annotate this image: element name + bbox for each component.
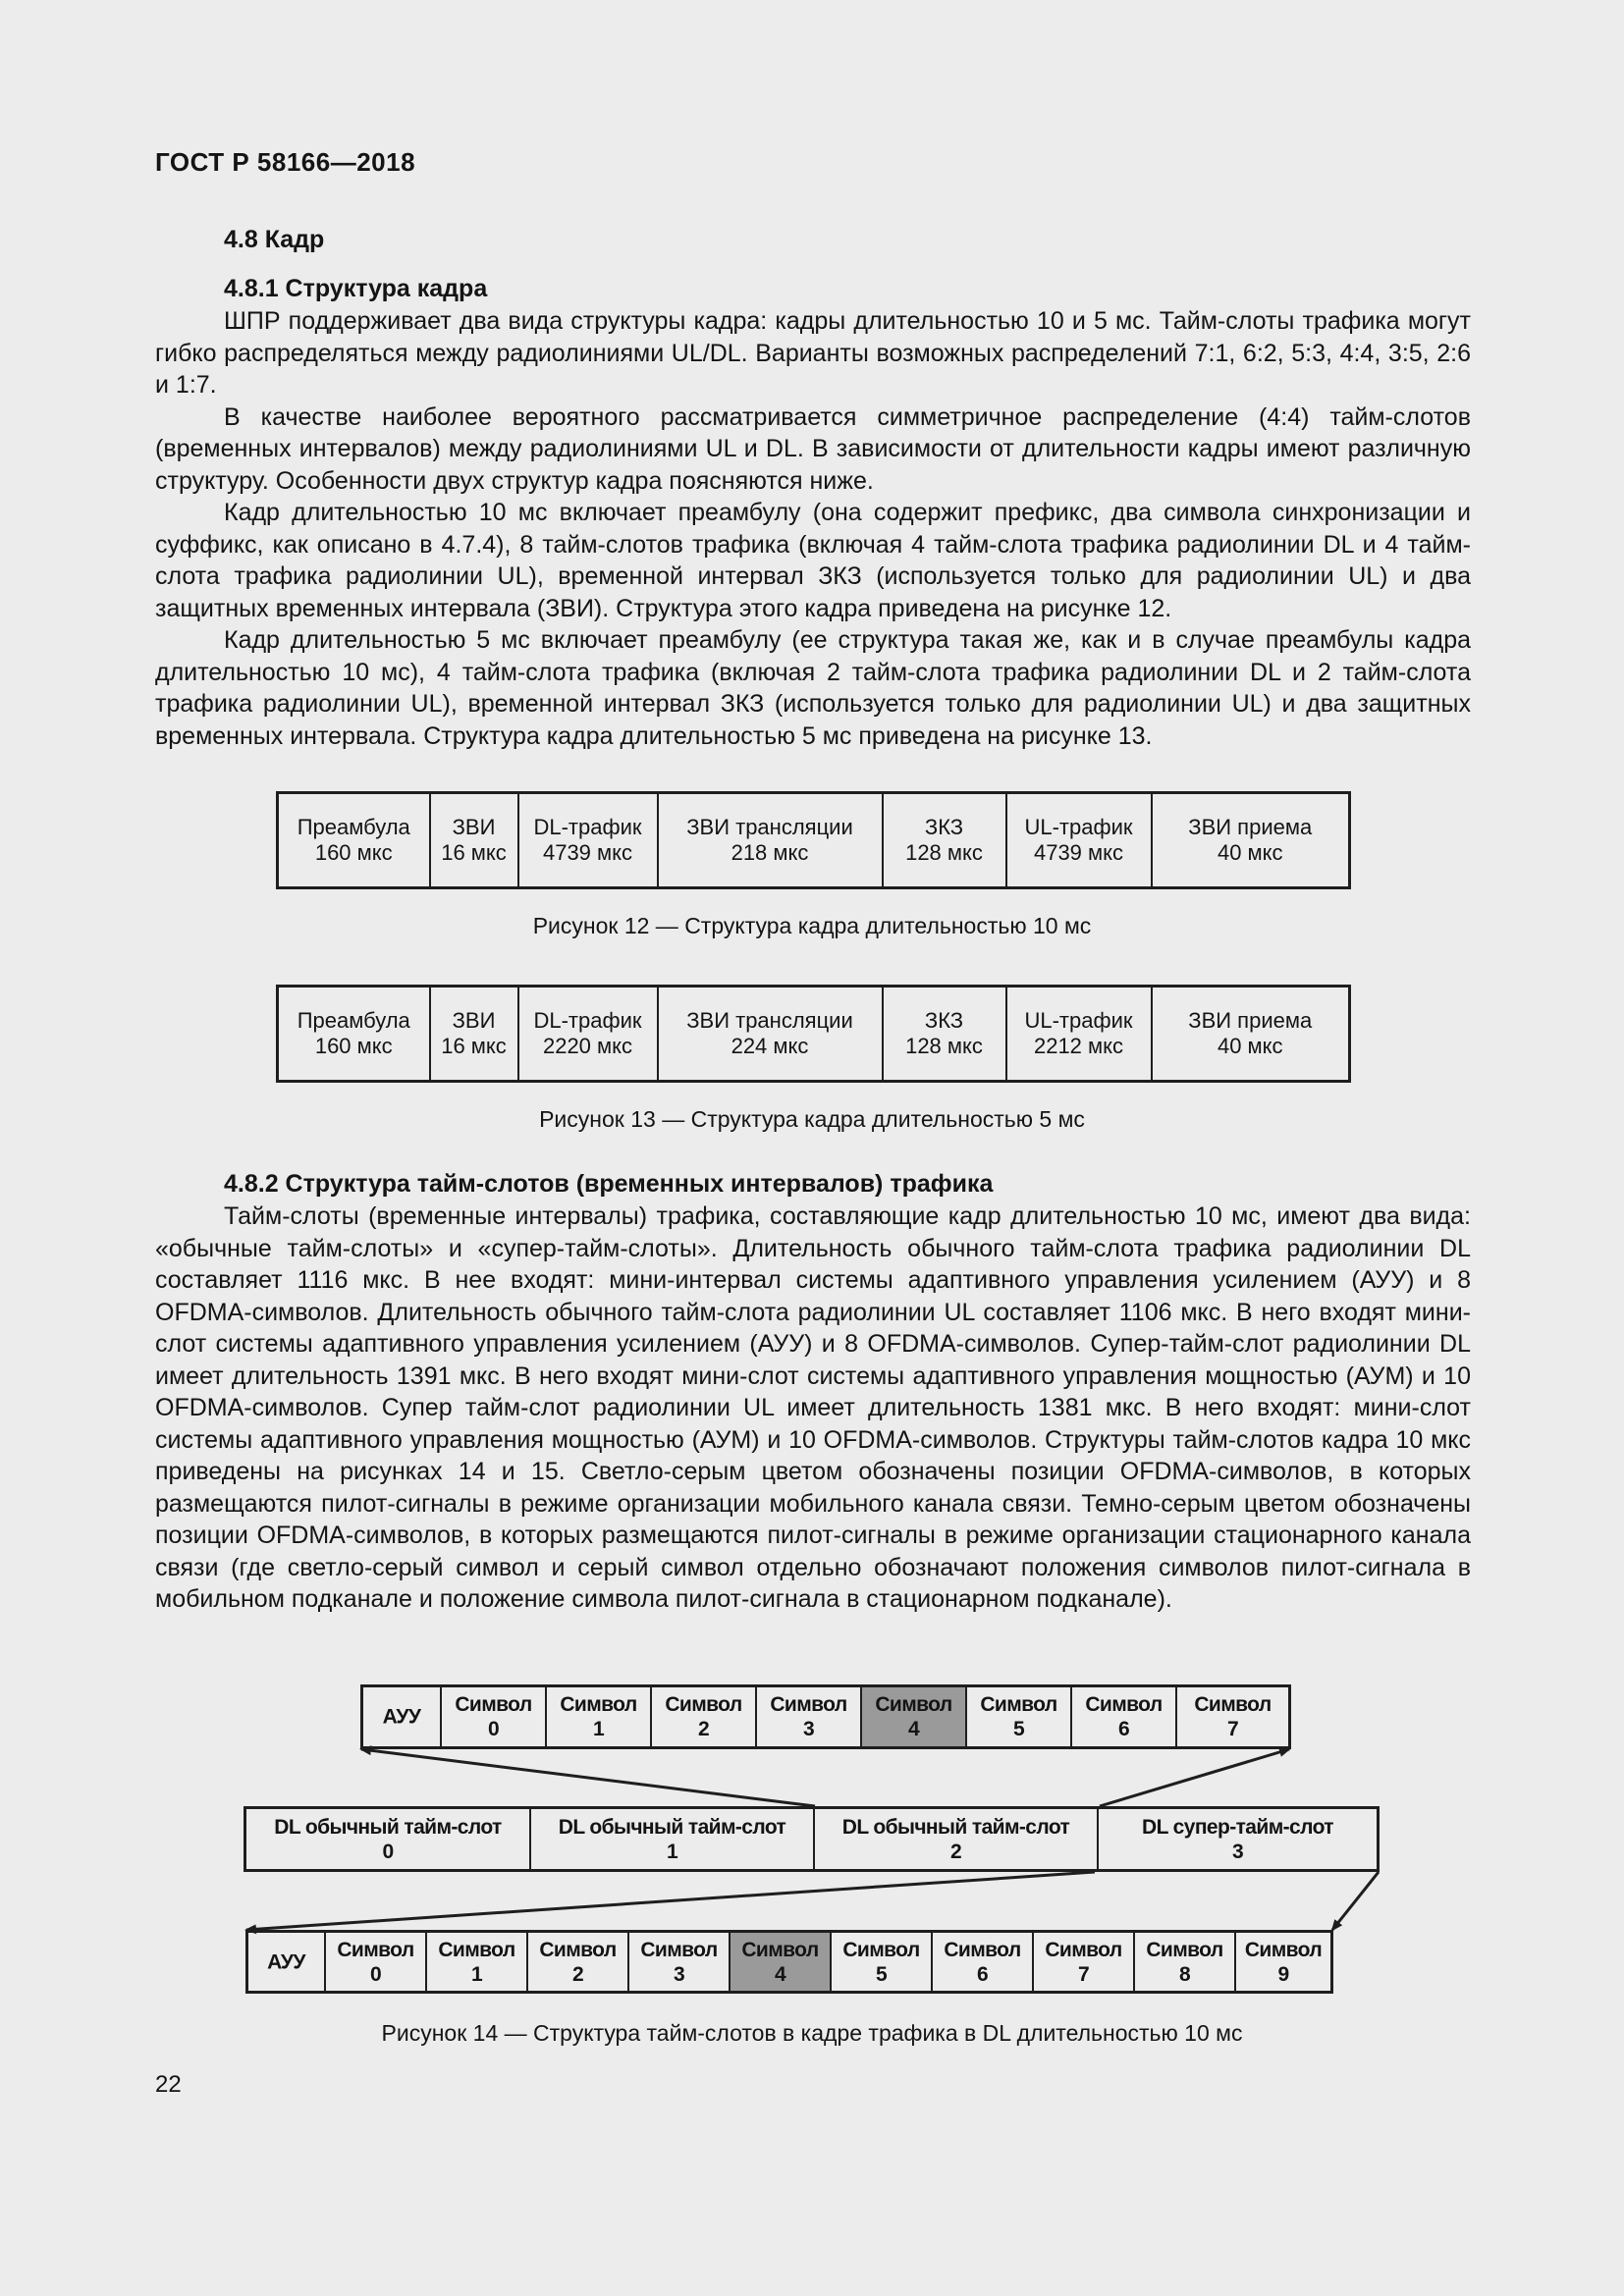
symbol-cell: Символ 5	[832, 1933, 933, 1991]
figure-12-caption: Рисунок 12 — Структура кадра длительностью 10 мс	[532, 913, 1092, 938]
frame-cell-preamble: Преамбула 160 мкс	[278, 793, 430, 888]
frame-cell-dl-traffic: DL-трафик 4739 мкс	[518, 793, 658, 888]
symbol-cell: Символ 8	[1135, 1933, 1236, 1991]
symbol-cell: Символ 0	[442, 1687, 547, 1746]
frame-cell-receive-guard: ЗВИ приема 40 мкс	[1152, 793, 1350, 888]
symbol-cell: Символ 5	[967, 1687, 1072, 1746]
expansion-arrow-right-bottom	[1332, 1872, 1379, 1930]
expansion-arrow-right-top	[1100, 1749, 1289, 1806]
symbol-cell: Символ 2	[528, 1933, 629, 1991]
symbol-cell: Символ 6	[1072, 1687, 1177, 1746]
symbol-cell: Символ 1	[427, 1933, 528, 1991]
agc-cell: АУУ	[248, 1933, 326, 1991]
symbol-cell: Символ 3	[757, 1687, 862, 1746]
symbol-cell: Символ 2	[652, 1687, 757, 1746]
section-heading-4-8: 4.8 Кадр	[224, 226, 325, 253]
super-timeslot-cell: DL супер-тайм-слот 3	[1142, 1815, 1333, 1863]
symbol-cell: Символ 1	[547, 1687, 652, 1746]
symbol-cell: Символ 7	[1034, 1933, 1135, 1991]
symbol-cell: Символ 3	[629, 1933, 731, 1991]
frame-cell-ul-traffic: UL-трафик 2212 мкс	[1006, 987, 1152, 1082]
frame-cell-broadcast-guard: ЗВИ трансляции 224 мкс	[658, 987, 883, 1082]
timeslot-cell: DL обычный тайм-слот 0	[246, 1809, 531, 1869]
section-heading-4-8-1: 4.8.1 Структура кадра	[224, 275, 488, 302]
expansion-arrow-left-bottom	[246, 1872, 1095, 1930]
figure-14-caption: Рисунок 14 — Структура тайм-слотов в кадре трафика в DL длительностью 10 мс	[381, 2020, 1243, 2046]
frame-cell-zkz: ЗКЗ 128 мкс	[883, 793, 1006, 888]
frame-cell-preamble: Преамбула 160 мкс	[278, 987, 430, 1082]
frame-cell-guard: ЗВИ 16 мкс	[430, 987, 518, 1082]
symbol-cell-pilot-dark: Символ 4	[731, 1933, 832, 1991]
frame-cell-ul-traffic: UL-трафик 4739 мкс	[1006, 793, 1152, 888]
document-header: ГОСТ Р 58166—2018	[155, 147, 416, 177]
section-heading-4-8-2: 4.8.2 Структура тайм-слотов (временных интервалов) трафика	[224, 1170, 994, 1198]
paragraph: В качестве наиболее вероятного рассматривается симметричное распределение (4:4) тайм-слотов (временных интервалов) между радиолиниями UL и DL. В зависимости от длительности кадры имеют различную структуру. Особенности двух структур кадра поясняются ниже.	[155, 402, 1471, 495]
page-number: 22	[155, 2071, 182, 2098]
figure-13-caption: Рисунок 13 — Структура кадра длительностью 5 мс	[539, 1106, 1085, 1132]
paragraph: Тайм-слоты (временные интервалы) трафика, составляющие кадр длительностью 10 мс, имеют два вида: «обычные тайм-слоты» и «супер-тайм-слоты». Длительность обычного тайм-слота трафика радиолинии DL составляет 1116 мкс. В нее входят: мини-интервал системы адаптивного управления усилением (АУУ) и 8 OFDMA-символов. Длительность обычного тайм-слота радиолинии UL составляет 1106 мкс. В него входят мини-слот системы адаптивного управления усилением (АУУ) и 8 OFDMA-символов. Супер-тайм-слот радиолинии DL имеет длительность 1391 мкс. В него входят мини-слот системы адаптивного управления мощностью (АУМ) и 10 OFDMA-символов. Супер тайм-слот радиолинии UL имеет длительность 1381 мкс. В него входят: мини-слот системы адаптивного управления мощностью (АУМ) и 10 OFDMA-символов. Структуры тайм-слотов кадра 10 мкс приведены на рисунках 14 и 15. Светло-серым цветом обозначены позиции OFDMA-символов, в которых размещаются пилот-сигналы в режиме организации мобильного канала связи. Темно-серым цветом обозначены позиции OFDMA-символов, в которых размещаются пилот-сигналы в режиме организации стационарного канала связи (где светло-серый символ и серый символ отдельно обозначают положения символов пилот-сигнала в мобильном подканале и положение символа пилот-сигнала в стационарном подканале).	[155, 1202, 1471, 1613]
frame-cell-broadcast-guard: ЗВИ трансляции 218 мкс	[658, 793, 883, 888]
paragraph: Кадр длительностью 10 мс включает преамбулу (она содержит префикс, два символа синхронизации и суффикс, как описано в 4.7.4), 8 тайм-слотов трафика (включая 4 тайм-слота трафика радиолинии DL и 4 тайм-слота трафика радиолинии UL), временной интервал ЗКЗ (используется только для радиолинии UL) и два защитных временных интервала (ЗВИ). Структура этого кадра приведена на рисунке 12.	[155, 499, 1471, 622]
timeslot-cell: DL обычный тайм-слот 1	[531, 1809, 815, 1869]
frame-cell-receive-guard: ЗВИ приема 40 мкс	[1152, 987, 1350, 1082]
symbol-cell: Символ 9	[1244, 1938, 1323, 1986]
agc-cell: АУУ	[363, 1687, 442, 1746]
expansion-arrow-left-top	[361, 1749, 815, 1806]
frame-cell-guard: ЗВИ 16 мкс	[430, 793, 518, 888]
symbol-cell: Символ 7	[1194, 1693, 1272, 1740]
symbol-cell: Символ 6	[933, 1933, 1034, 1991]
paragraph: ШПР поддерживает два вида структуры кадра: кадры длительностью 10 и 5 мс. Тайм-слоты трафика могут гибко распределяться между радиолиниями UL/DL. Варианты возможных распределений 7:1, 6:2, 5:3, 4:4, 3:5, 2:6 и 1:7.	[155, 307, 1471, 399]
frame-cell-zkz: ЗКЗ 128 мкс	[883, 987, 1006, 1082]
paragraph: Кадр длительностью 5 мс включает преамбулу (ее структура такая же, как и в случае преамбулы кадра длительностью 10 мс), 4 тайм-слота трафика (включая 2 тайм-слота трафика радиолинии DL и 2 тайм-слота трафика радиолинии UL), временной интервал ЗКЗ (используется только для радиолинии UL) и два защитных временных интервала. Структура кадра длительностью 5 мс приведена на рисунке 13.	[155, 626, 1471, 750]
symbol-cell-pilot-dark: Символ 4	[862, 1687, 967, 1746]
symbol-cell: Символ 0	[326, 1933, 427, 1991]
timeslot-cell: DL обычный тайм-слот 2	[815, 1809, 1099, 1869]
frame-cell-dl-traffic: DL-трафик 2220 мкс	[518, 987, 658, 1082]
